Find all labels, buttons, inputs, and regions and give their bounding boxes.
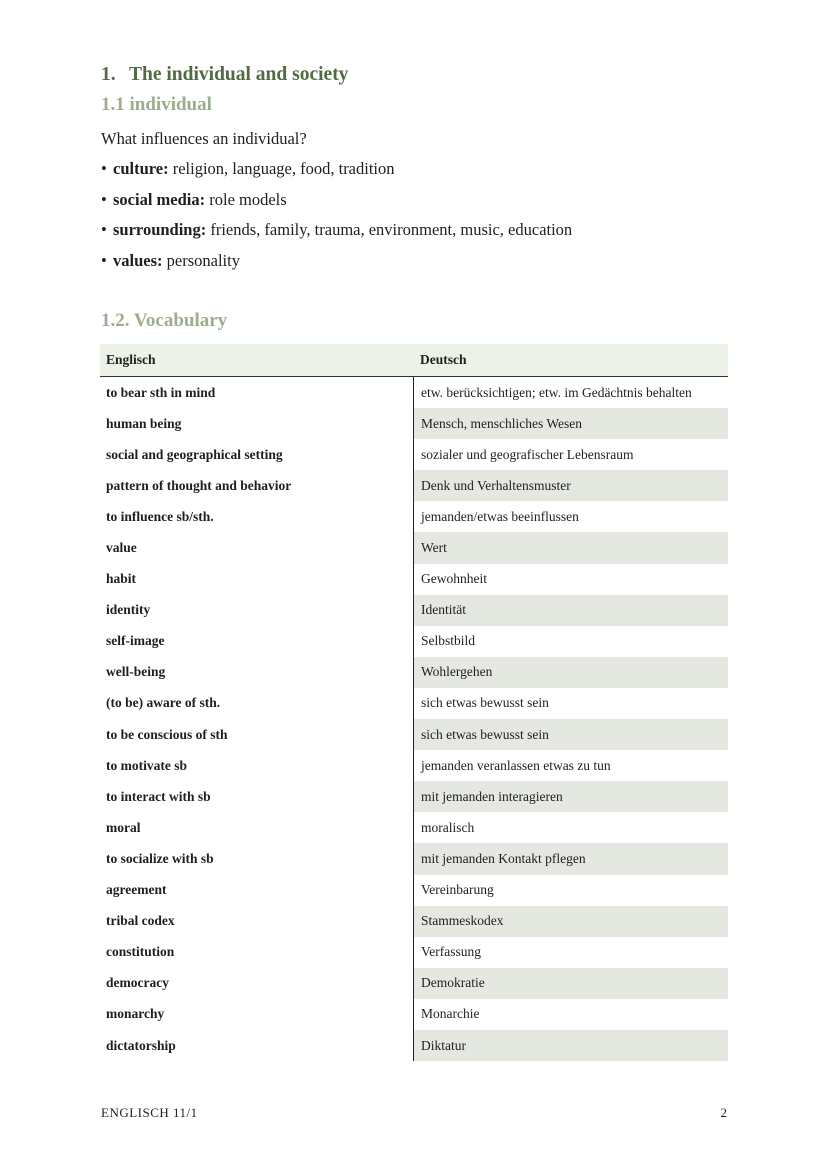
- cell-english: identity: [100, 595, 413, 626]
- section-heading: [101, 64, 348, 86]
- cell-english: (to be) aware of sth.: [100, 688, 413, 719]
- cell-english: to motivate sb: [100, 750, 413, 781]
- table-row: [100, 688, 728, 719]
- bullet-icon: •: [101, 220, 107, 240]
- cell-german: Denk und Verhaltensmuster: [413, 470, 728, 501]
- list-item-text: friends, family, trauma, environment, music, education: [206, 220, 573, 240]
- cell-english: to interact with sb: [100, 781, 413, 812]
- list-item-text: role models: [205, 189, 287, 209]
- table-row: [100, 501, 728, 532]
- cell-german: Demokratie: [413, 968, 728, 999]
- table-body: [100, 377, 728, 1061]
- list-item-term: surrounding:: [113, 220, 207, 240]
- bullet-icon: •: [101, 251, 107, 271]
- cell-german: Diktatur: [413, 1030, 728, 1061]
- vocabulary-table: [100, 344, 728, 1061]
- list-item: [101, 218, 572, 249]
- table-row: [100, 812, 728, 843]
- table-row: [100, 1030, 728, 1061]
- subsection-heading-individual: 1.1 individual: [101, 94, 212, 115]
- cell-german: mit jemanden Kontakt pflegen: [413, 843, 728, 874]
- footer-title: ENGLISCH 11/1: [101, 1105, 198, 1120]
- table-row: [100, 999, 728, 1030]
- cell-english: habit: [100, 564, 413, 595]
- cell-german: jemanden/etwas beeinflussen: [413, 501, 728, 532]
- cell-english: value: [100, 532, 413, 563]
- page-number: 2: [720, 1105, 727, 1120]
- table-row: [100, 781, 728, 812]
- cell-english: moral: [100, 812, 413, 843]
- table-row: [100, 408, 728, 439]
- cell-german: Selbstbild: [413, 626, 728, 657]
- cell-english: to bear sth in mind: [100, 377, 413, 408]
- cell-english: human being: [100, 408, 413, 439]
- table-row: [100, 657, 728, 688]
- cell-english: to be conscious of sth: [100, 719, 413, 750]
- table-row: [100, 937, 728, 968]
- cell-english: self-image: [100, 626, 413, 657]
- table-row: [100, 906, 728, 937]
- cell-german: Stammeskodex: [413, 906, 728, 937]
- cell-english: democracy: [100, 968, 413, 999]
- table-row: [100, 968, 728, 999]
- table-row: [100, 595, 728, 626]
- list-item-term: social media:: [113, 189, 206, 209]
- list-item-text: religion, language, food, tradition: [168, 159, 395, 178]
- table-row: [100, 439, 728, 470]
- cell-german: Monarchie: [413, 999, 728, 1030]
- table-row: [100, 750, 728, 781]
- table-row: [100, 564, 728, 595]
- section-title: The individual and society: [129, 64, 349, 85]
- cell-english: to socialize with sb: [100, 843, 413, 874]
- cell-german: Gewohnheit: [413, 564, 728, 595]
- cell-german: jemanden veranlassen etwas zu tun: [413, 750, 728, 781]
- cell-english: tribal codex: [100, 906, 413, 937]
- list-item: [101, 249, 572, 280]
- cell-german: sozialer und geografischer Lebensraum: [413, 439, 728, 470]
- cell-english: pattern of thought and behavior: [100, 470, 413, 501]
- column-header-english: Englisch: [106, 352, 156, 367]
- cell-german: Identität: [413, 595, 728, 626]
- table-header: [100, 344, 728, 377]
- cell-german: Vereinbarung: [413, 875, 728, 906]
- table-row: [100, 470, 728, 501]
- cell-english: agreement: [100, 875, 413, 906]
- cell-german: mit jemanden interagieren: [413, 781, 728, 812]
- cell-english: well-being: [100, 657, 413, 688]
- cell-german: Mensch, menschliches Wesen: [413, 408, 728, 439]
- cell-german: sich etwas bewusst sein: [413, 719, 728, 750]
- cell-german: sich etwas bewusst sein: [413, 688, 728, 719]
- cell-german: etw. berücksichtigen; etw. im Gedächtnis behalten: [413, 377, 728, 408]
- subsection-heading-vocabulary: 1.2. Vocabulary: [101, 310, 228, 331]
- list-item-term: culture:: [113, 159, 169, 178]
- bullet-icon: •: [101, 159, 107, 178]
- column-header-german: Deutsch: [420, 352, 467, 367]
- cell-english: social and geographical setting: [100, 439, 413, 470]
- cell-english: constitution: [100, 937, 413, 968]
- list-item: [101, 188, 572, 219]
- table-row: [100, 532, 728, 563]
- cell-german: Wohlergehen: [413, 657, 728, 688]
- table-row: [100, 719, 728, 750]
- section-number: 1.: [101, 64, 116, 85]
- list-item-text: personality: [162, 251, 240, 271]
- cell-english: to influence sb/sth.: [100, 501, 413, 532]
- cell-english: monarchy: [100, 999, 413, 1030]
- list-item: [101, 157, 572, 188]
- influence-list: [101, 157, 572, 280]
- cell-german: moralisch: [413, 812, 728, 843]
- list-item-term: values:: [113, 251, 163, 271]
- table-row: [100, 875, 728, 906]
- table-row: [100, 626, 728, 657]
- table-row: [100, 377, 728, 408]
- question-text: What influences an individual?: [101, 129, 307, 148]
- cell-english: dictatorship: [100, 1030, 413, 1061]
- cell-german: Verfassung: [413, 937, 728, 968]
- table-row: [100, 843, 728, 874]
- cell-german: Wert: [413, 532, 728, 563]
- bullet-icon: •: [101, 189, 107, 209]
